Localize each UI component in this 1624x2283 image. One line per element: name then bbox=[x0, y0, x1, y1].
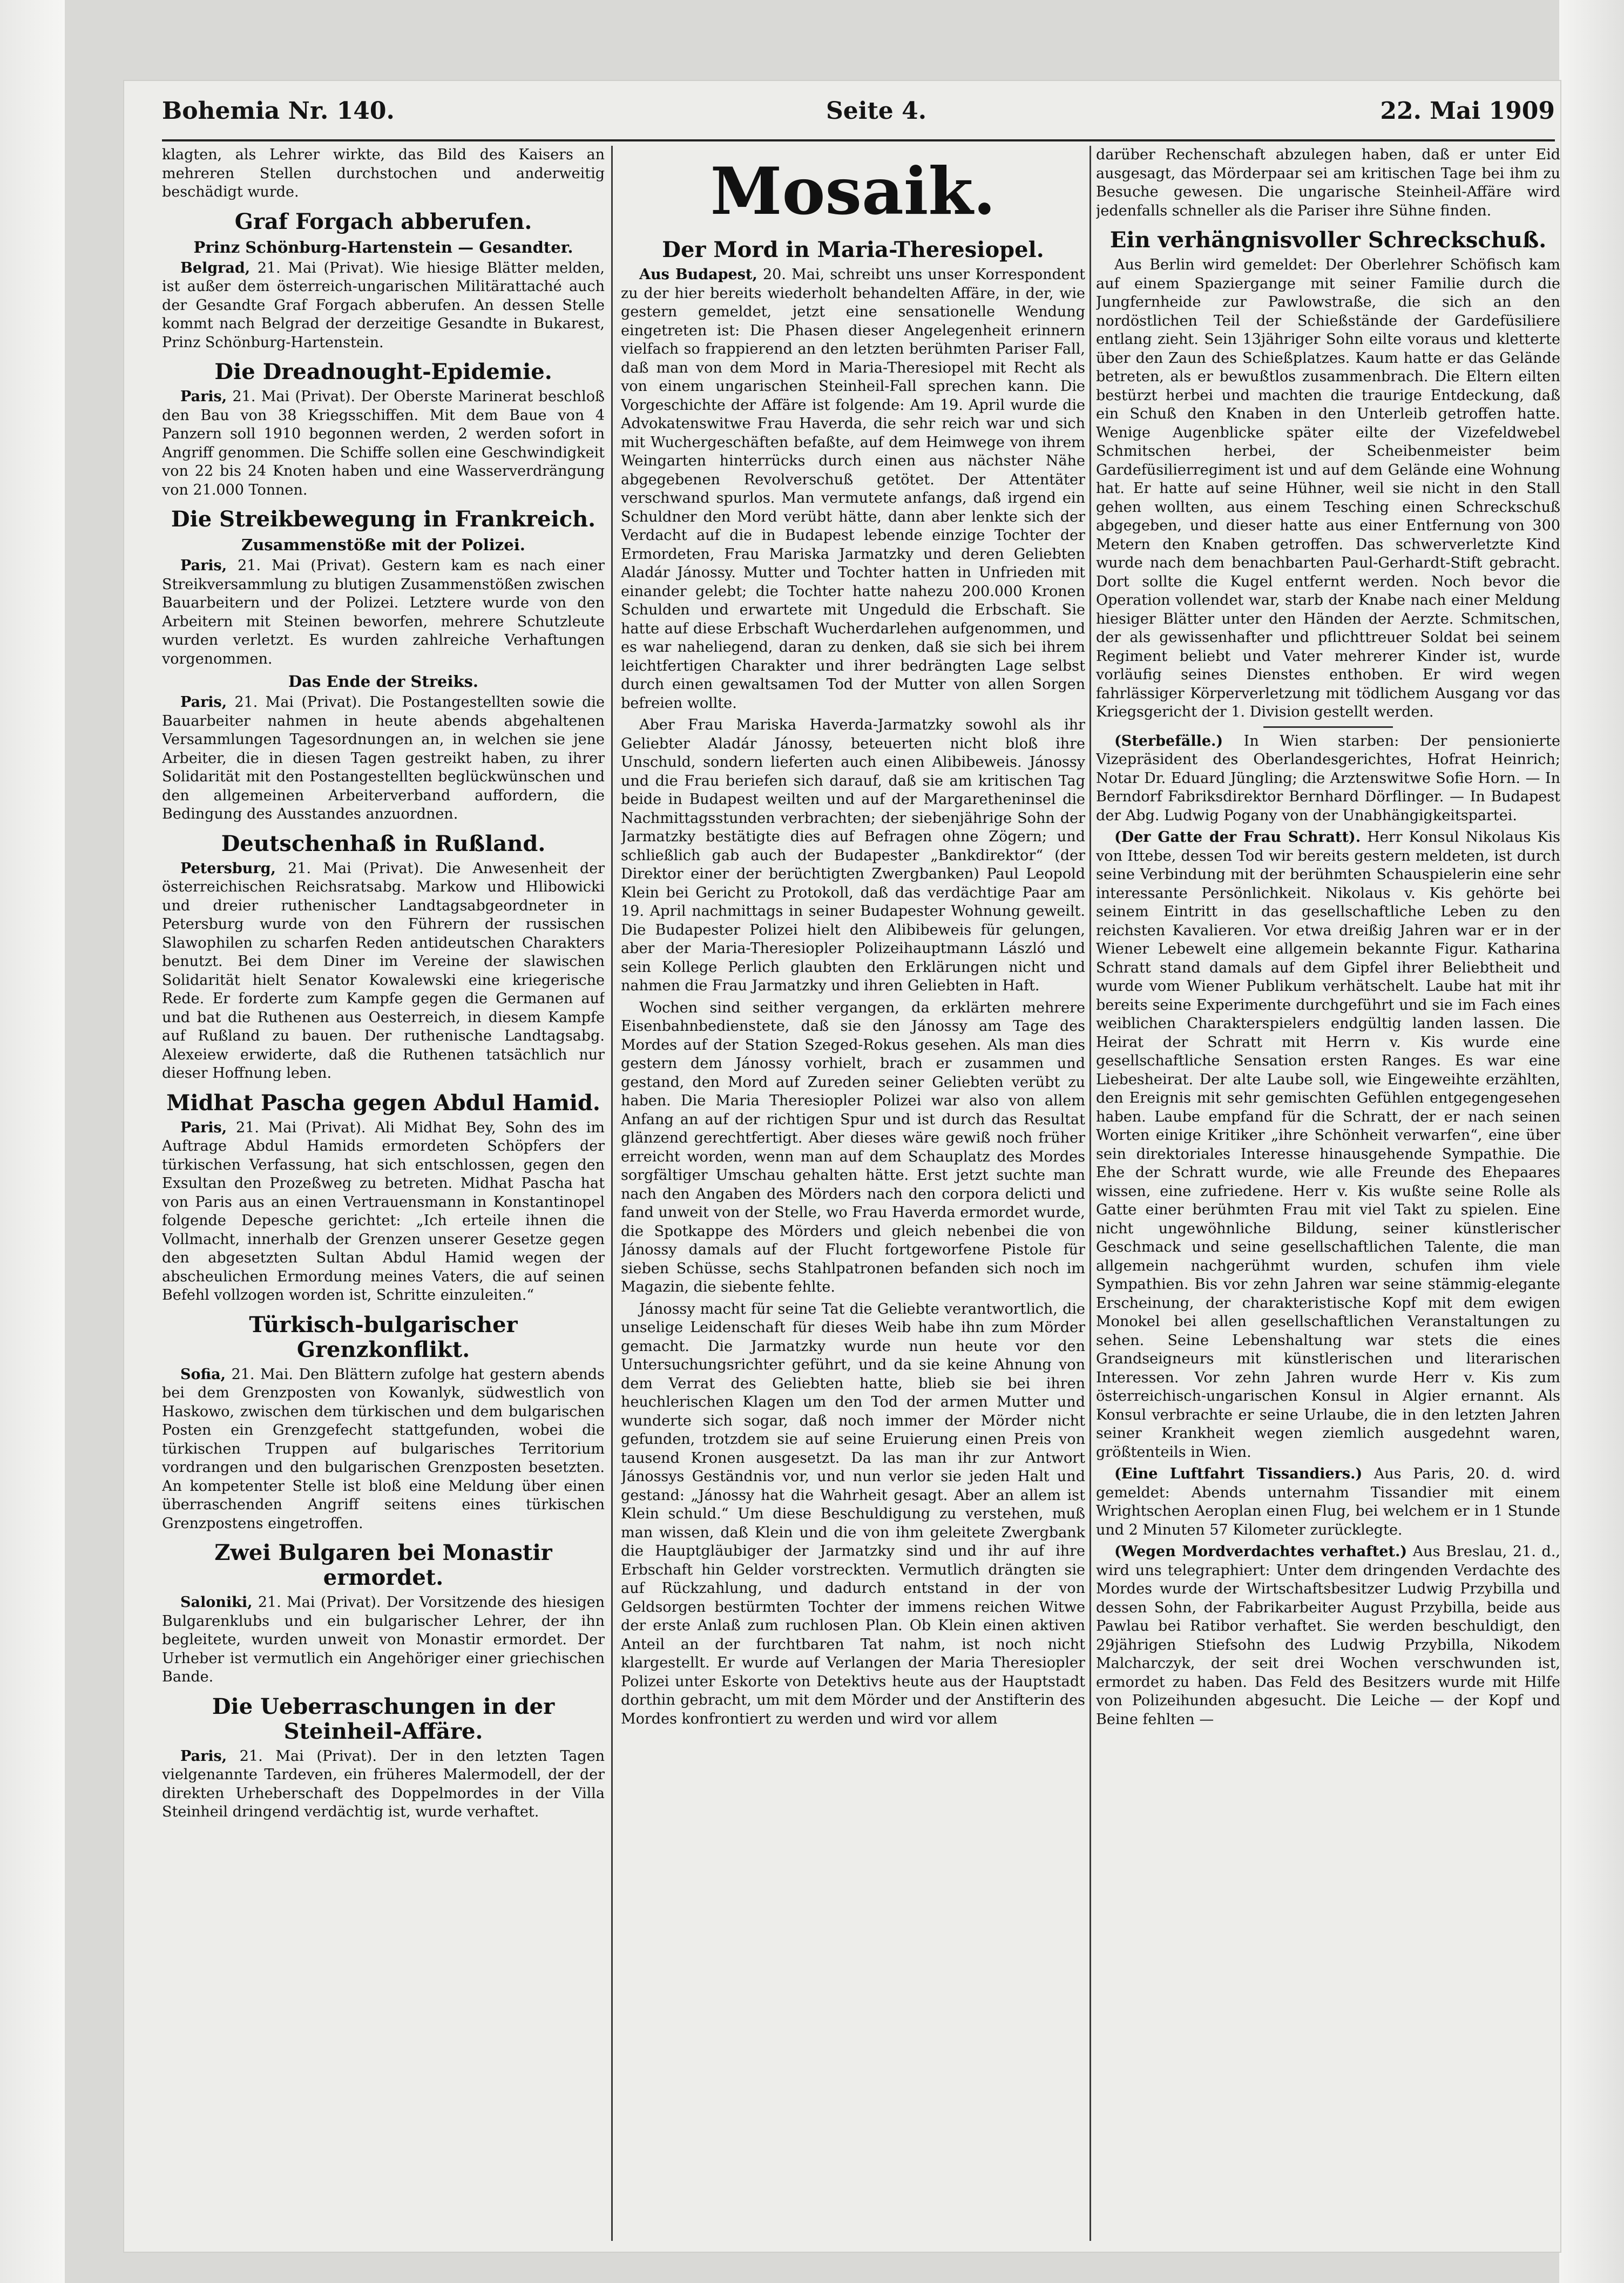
dateline: (Wegen Mordverdachtes verhaftet.) bbox=[1114, 1543, 1408, 1560]
article-paragraph bbox=[1096, 146, 1560, 220]
article-headline: Die Ueberraschungen in der Steinheil-Affäre. bbox=[212, 1693, 555, 1744]
article-headline: Türkisch-bulgarischer Grenzkonflikt. bbox=[249, 1312, 518, 1362]
column-left bbox=[162, 146, 605, 2241]
article-paragraph bbox=[162, 146, 605, 202]
scan-edge-left bbox=[0, 0, 65, 2283]
dateline: Aus Budapest, bbox=[639, 266, 757, 283]
article-paragraph bbox=[1096, 828, 1560, 1462]
paragraph-text: 21. Mai (Privat). Ali Midhat Bey, Sohn des im Auftrage Abdul Hamids ermordeten Schöpfers der türkischen Verfassung, hat sich entschlossen, gegen den Exsultan den Prozeßweg zu betreten. Midhat Pascha hat von Paris aus an einen Vertrauensmann in Konstantinopel folgende Depesche gerichtet: „Ich erteile ihnen die Vollmacht, innerhalb der Grenzen unserer Gesetze gegen den abgesetzten Sultan Abdul Hamid wegen der abscheulichen Ermordung meines Vaters, die auf seinen Befehl vollzogen worden ist, Schritte einzuleiten.“ bbox=[162, 1119, 605, 1303]
article-paragraph bbox=[162, 693, 605, 824]
paragraph-text: Jánossy macht für seine Tat die Geliebte verantwortlich, die unselige Leidenschaft für dieses Weib habe ihn zum Mörder gemacht. Die Jarmatzky wurde nun heute vor den Untersuchungsrichter geführt, und da sie keine Ahnung von dem Verrat des Geliebten hatte, blieb sie bei ihren heuchlerischen Klagen um den Tod der armen Mutter und wunderte sich sogar, daß noch immer der Mörder nicht gefunden, trotzdem sie auf seine Eruierung einen Preis von tausend Kronen ausgesetzt. Da las man ihr zur Antwort Jánossys Geständnis vor, und nun verlor sie jeden Halt und gestand: „Jánossy hat die Wahrheit gesagt. Aber an allem ist Klein schuld.“ Um diese Beschuldigung zu verstehen, muß man wissen, daß Klein und die von ihm geleitete Zwergbank die Hauptgläubiger der Jarmatzky sind und ihr auf ihre Erbschaft hin Gelder vorstreckten. Vermutlich drängten sie auf Rückzahlung, und dadurch entstand in der von Geldsorgen bestürmten Tochter der immens reichen Witwe der erste Anlaß zum ruchlosen Plan. Ob Klein einen aktiven Anteil an der furchtbaren Tat nahm, ist noch nicht klargestellt. Er wurde auf Verlangen der Maria Theresiopler Polizei unter Eskorte von Detektivs heute aus der Hauptstadt dorthin gebracht, um mit dem Mörder und der Anstifterin des Mordes konfrontiert zu werden und wird vor allem bbox=[621, 1300, 1085, 1727]
paragraph-text: 21. Mai (Privat). Der in den letzten Tagen vielgenannte Tardeven, ein früheres Malermodell, der der direkten Urheberschaft des Doppelmordes in der Villa Steinheil dringend verdächtig ist, wurde verhaftet. bbox=[162, 1747, 605, 1820]
paragraph-text: 20. Mai, schreibt uns unser Korrespondent zu der hier bereits wiederholt behandelten Affäre, in der, wie gestern gemeldet, jetzt eine sensationelle Wendung eingetreten ist: Die Phasen dieser Angelegenheit erinnern vielfach so frappierend an den letzten berühmten Pariser Fall, daß man von dem Mord in Maria-Theresiopel mit Recht als von einem ungarischen Steinheil-Fall sprechen kann. Die Vorgeschichte der Affäre ist folgende: Am 19. April wurde die Advokatenswitwe Frau Haverda, die sehr reich war und sich mit Wuchergeschäften befaßte, auf dem Heimwege von ihrem Weingarten hinterrücks durch einen aus nächster Nähe abgegebenen Revolverschuß getötet. Der Attentäter verschwand spurlos. Man vermutete anfangs, daß irgend ein Schuldner den Mord verübt hätte, dann aber lenkte sich der Verdacht auf die in Budapest lebende einzige Tochter der Ermordeten, Frau Mariska Jarmatzky und deren Geliebten Aladár Jánossy. Mutter und Tochter hatten in Unfrieden mit einander gelebt; die Tochter hatte nahezu 200.000 Kronen Schulden und erwartete mit Ungeduld die Erbschaft. Sie hatte auf diese Erbschaft Wucherdarlehen aufgenommen, und es war naheliegend, daran zu denken, daß sie sich bei ihrem leichtfertigen Charakter und ihrer bedrängten Lage selbst durch einen gewaltsamen Tod der Mutter von allen Sorgen befreien wollte. bbox=[621, 266, 1085, 712]
article-paragraph bbox=[162, 388, 605, 499]
dateline: Saloniki, bbox=[180, 1594, 253, 1611]
article-headline: Die Streikbewegung in Frankreich. bbox=[171, 506, 596, 532]
paragraph-text: 21. Mai. Den Blättern zufolge hat gestern abends bei dem Grenzposten von Kowanlyk, südwestlich von Haskowo, zwischen dem türkischen und dem bulgarischen Posten ein Grenzgefecht stattgefunden, wobei die türkischen Truppen auf bulgarisches Territorium vordrangen und den bulgarischen Grenzposten besetzten. An kompetenter Stelle ist bloß eine Meldung über einen überraschenden Angriff seitens eines türkischen Grenzpostens eingetroffen. bbox=[162, 1366, 605, 1532]
dateline: (Eine Luftfahrt Tissandiers.) bbox=[1114, 1465, 1363, 1482]
dateline: (Sterbefälle.) bbox=[1114, 732, 1223, 749]
page-number: Seite 4. bbox=[826, 97, 927, 125]
article-subheadline: Das Ende der Streiks. bbox=[288, 672, 479, 691]
article-paragraph bbox=[162, 860, 605, 1083]
article-paragraph bbox=[621, 266, 1085, 713]
paragraph-text: Wochen sind seither vergangen, da erklärten mehrere Eisenbahnbedienstete, daß sie den Jánossy am Tage des Mordes auf der Station Szeged-Rokus gesehen. Als man dies gestern dem Jánossy vorhielt, brach er zusammen und gestand, den Mord auf Zureden seiner Geliebten verübt zu haben. Die Maria Theresiopler Polizei war also von allem Anfang an auf der richtigen Spur und ist durch das Resultat glänzend gerechtfertigt. Aber dieses wäre gewiß noch früher erreicht worden, wenn man auf dem Schauplatz des Mordes sorgfältiger Umschau gehalten hätte. Erst jetzt suchte man nach den Angaben des Mörders nach den corpora delicti und fand unweit von der Stelle, wo Frau Haverda ermordet wurde, die Spotkappe des Mörders und gleich nebenbei die von Jánossy damals auf der Flucht fortgeworfene Pistole für sieben Schüsse, sechs Stahlpatronen befanden sich noch im Magazin, die siebente fehlte. bbox=[621, 999, 1085, 1295]
article-headline: Midhat Pascha gegen Abdul Hamid. bbox=[166, 1090, 600, 1116]
article-paragraph bbox=[162, 1593, 605, 1687]
article-paragraph bbox=[162, 557, 605, 668]
column-right bbox=[1096, 146, 1560, 2241]
publication-issue: Bohemia Nr. 140. bbox=[162, 97, 395, 125]
article-paragraph bbox=[162, 1747, 605, 1822]
article-paragraph bbox=[621, 716, 1085, 996]
column-middle bbox=[621, 146, 1085, 2241]
article-paragraph bbox=[162, 259, 605, 353]
paragraph-text: Aus Breslau, 21. d., wird uns telegraphiert: Unter dem dringenden Verdachte des Mordes wurde der Wirtschaftsbesitzer Ludwig Przybilla und dessen Sohn, der Fabrikarbeiter August Przybilla, beide aus Pawlau bei Ratibor verhaftet. Sie werden beschuldigt, den 29jährigen Stiefsohn des Ludwig Przybilla, Nikodem Malcharczyk, der seit drei Wochen verschwunden ist, ermordet zu haben. Das Feld des Besitzers wurde mit Hilfe von Polizeihunden abgesucht. Die Leiche — der Kopf und Beine fehlten — bbox=[1096, 1543, 1560, 1728]
article-headline: Graf Forgach abberufen. bbox=[234, 208, 532, 234]
dateline: Paris, bbox=[180, 557, 227, 574]
column-divider bbox=[1090, 146, 1091, 2241]
article-paragraph bbox=[621, 1300, 1085, 1729]
article-headline: Die Dreadnought-Epidemie. bbox=[214, 359, 552, 384]
paragraph-text: 21. Mai (Privat). Der Oberste Marinerat beschloß den Bau von 38 Kriegsschiffen. Mit dem Baue von 4 Panzern soll 1910 begonnen werden, 2 werden sofort in Angriff genommen. Die Schiffe sollen eine Geschwindigkeit von 22 bis 24 Knoten haben und eine Wasserverdrängung von 21.000 Tonnen. bbox=[162, 388, 605, 498]
article-subheadline: Zusammenstöße mit der Polizei. bbox=[241, 536, 525, 554]
dateline: Sofia, bbox=[180, 1366, 226, 1383]
article-paragraph bbox=[1096, 732, 1560, 826]
article-paragraph bbox=[1096, 1543, 1560, 1729]
page-header bbox=[162, 97, 1555, 135]
article-subheadline: Prinz Schönburg-Hartenstein — Gesandter. bbox=[193, 238, 573, 256]
issue-date: 22. Mai 1909 bbox=[1380, 97, 1555, 125]
header-rule bbox=[162, 139, 1555, 141]
article-paragraph bbox=[162, 1366, 605, 1534]
article-headline: Deutschenhaß in Rußland. bbox=[221, 830, 546, 856]
dateline: (Der Gatte der Frau Schratt). bbox=[1114, 829, 1361, 846]
section-separator bbox=[1263, 726, 1393, 728]
paragraph-text: 21. Mai (Privat). Gestern kam es nach einer Streikversammlung zu blutigen Zusammenstößen zwischen Bauarbeitern und der Polizei. Letztere wurde von den Arbeitern mit Steinen beworfen, mehrere Schutzleute wurden verletzt. Es wurden zahlreiche Verhaftungen vorgenommen. bbox=[162, 557, 605, 667]
dateline: Paris, bbox=[180, 694, 227, 711]
article-headline: Ein verhängnisvoller Schreckschuß. bbox=[1109, 227, 1547, 253]
paragraph-text: Herr Konsul Nikolaus Kis von Ittebe, dessen Tod wir bereits gestern meldeten, ist durch seine Verbindung mit der berühmten Schauspielerin eine sehr interessante Persönlichkeit. Nikolaus v. Kis gehörte bei seinem Eintritt in das gesellschaftliche Leben zu den reichsten Kavalieren. Vor etwa dreißig Jahren war er in der Wiener Lebewelt eine allgemein bekannte Figur. Katharina Schratt stand damals auf dem Gipfel ihrer Beliebtheit und wurde vom Wiener Publikum verhätschelt. Laube hat mit ihr bereits seine Experimente durchgeführt und sie im Fach eines weiblichen Charakterspielers endgültig landen lassen. Die Heirat der Schratt mit Herrn v. Kis wurde eine gesellschaftliche Sensation ersten Ranges. Es war eine Liebesheirat. Der alte Laube soll, wie Eingeweihte erzählten, den Ereignis mit sehr gemischten Gefühlen entgegengesehen haben. Laube empfand für die Schratt, der er nach seinen Worten einige Kritiker „ihre Schönheit verwarfen“, eine über sein direktoriales Interesse hinausgehende Sympathie. Die Ehe der Schratt wurde, wie alle Freunde des Ehepaares wissen, eine zufriedene. Herr v. Kis wußte seine Rolle als Gatte einer berühmten Frau mit viel Takt zu spielen. Eine nicht ungewöhnliche Bildung, seiner künstlerischer Geschmack und seine gesellschaftlichen Talente, die man allgemein nachgerühmt wurden, schufen ihm viele Sympathien. Bis vor zehn Jahren war seine stämmig-elegante Erscheinung, der charakteristische Kopf mit dem ewigen Monokel bei allen gesellschaftlichen Veranstaltungen zu sehen. Seine Lebenshaltung war stets die eines Grandseigneurs mit künstlerischen und literarischen Interessen. Vor zehn Jahren wurde Herr v. Kis zum österreichisch-ungarischen Konsul in Algier ernannt. Als Konsul verbrachte er seine Urlaube, die in den letzten Jahren seiner Krankheit wegen ziemlich ausgedehnt waren, größtenteils in Wien. bbox=[1096, 829, 1560, 1461]
article-paragraph bbox=[162, 1119, 605, 1305]
paragraph-text: In Wien starben: Der pensionierte Vizepräsident des Oberlandesgerichtes, Hofrat Heinrich; Notar Dr. Eduard Jüngling; die Arztenswitwe Sofie Horn. — In Berndorf Fabriksdirektor Bernhard Dörflinger. — In Budapest der Abg. Ludwig Pogany von der Unabhängigkeitspartei. bbox=[1096, 732, 1560, 824]
dateline: Paris, bbox=[180, 388, 227, 405]
paragraph-text: Aber Frau Mariska Haverda-Jarmatzky sowohl als ihr Geliebter Aladár Jánossy, beteuerten nicht bloß ihre Unschuld, sondern lieferten auch einen Alibibeweis. Jánossy und die Frau beriefen sich darauf, daß sie am kritischen Tag beide in Budapest weilten und auf der Margaretheninsel die Nachmittagsstunden verbrachten; der siebenjährige Sohn der Jarmatzky bestätigte dies auf Befragen ohne Zögern; und schließlich gab auch der Budapester „Bankdirektor“ (der Direktor einer der berüchtigten Zwergbanken) Paul Leopold Klein bei Gericht zu Protokoll, daß das verdächtige Paar am 19. April nachmittags in seiner Budapester Wohnung geweilt. Die Budapester Polizei hielt den Alibibeweis für gelungen, aber der Maria-Theresiopler Polizeihauptmann László und sein Kollege Perlich glaubten den Erklärungen nicht und nahmen die Frau Jarmatzky und ihren Geliebten in Haft. bbox=[621, 717, 1085, 994]
article-paragraph bbox=[621, 999, 1085, 1297]
dateline: Petersburg, bbox=[180, 860, 276, 877]
dateline: Paris, bbox=[180, 1119, 227, 1136]
dateline: Belgrad, bbox=[180, 259, 251, 276]
paragraph-text: 21. Mai (Privat). Der Vorsitzende des hiesigen Bulgarenklubs und ein bulgarischer Lehrer, der ihn begleitete, wurden unweit von Monastir ermordet. Der Urheber ist vermutlich ein Angehöriger einer griechischen Bande. bbox=[162, 1594, 605, 1685]
paragraph-text: darüber Rechenschaft abzulegen haben, daß er unter Eid ausgesagt, das Mörderpaar sei am kritischen Tage bei ihm zu Besuche gewesen. Die ungarische Steinheil-Affäre wird jedenfalls schneller als die Pariser ihre Sühne finden. bbox=[1096, 146, 1560, 219]
scan-edge-right bbox=[1559, 0, 1624, 2283]
article-paragraph bbox=[1096, 256, 1560, 722]
article-paragraph bbox=[1096, 1465, 1560, 1539]
dateline: Paris, bbox=[180, 1747, 227, 1765]
article-headline: Zwei Bulgaren bei Monastir ermordet. bbox=[214, 1540, 552, 1590]
paragraph-text: Aus Paris, 20. d. wird gemeldet: Abends unternahm Tissandier mit einem Wrightschen Aeroplan einen Flug, bei welchem er in 1 Stunde und 2 Minuten 57 Kilometer zurücklegte. bbox=[1096, 1465, 1560, 1538]
column-divider bbox=[611, 146, 613, 2241]
article-headline: Der Mord in Maria-Theresiopel. bbox=[662, 237, 1044, 262]
paragraph-text: Aus Berlin wird gemeldet: Der Oberlehrer Schöfisch kam auf einem Spaziergange mit seiner Familie durch die Jungfernheide zur Pawlowstraße, die sich an den nordöstlichen Teil der Schießstände der Gardefüsiliere entlang zieht. Sein 13jähriger Sohn eilte voraus und kletterte über den Zaun des Schießplatzes. Kaum hatte er das Gelände betreten, als er bewußtlos zusammenbrach. Die Eltern eilten bestürzt herbei und machten die traurige Entdeckung, daß ein Schuß den Knaben in den Unterleib getroffen hatte. Wenige Augenblicke später eilte der Vizefeldwebel Schmitschen herbei, der Scheibenmeister beim Gardefüsilierregiment ist und auf dem Gelände eine Wohnung hat. Er hatte auf seine Hühner, weil sie nicht in den Stall gehen wollten, aus einem Tesching einen Schreckschuß abgegeben, und dieser hatte aus einer Entfernung von 300 Metern den Knaben getroffen. Das schwerverletzte Kind wurde nach dem benachbarten Paul-Gerhardt-Stift gebracht. Dort sollte die Kugel entfernt werden. Noch bevor die Operation vollendet war, starb der Knabe nach einer Meldung hiesiger Blätter unter den Händen der Aerzte. Schmitschen, der als gewissenhafter und pflichttreuer Soldat bei seinem Regiment beliebt und Vater mehrerer Kinder ist, wurde vorläufig seines Dienstes enthoben. Er wird wegen fahrlässiger Körperverletzung mit tödlichem Ausgang vor das Kriegsgericht der 1. Division gestellt werden. bbox=[1096, 256, 1560, 720]
paragraph-text: 21. Mai (Privat). Wie hiesige Blätter melden, ist außer dem österreich-ungarischen Militärattaché auch der Gesandte Graf Forgach abberufen. An dessen Stelle kommt nach Belgrad der derzeitige Gesandte in Bukarest, Prinz Schönburg-Hartenstein. bbox=[162, 259, 605, 351]
section-title: Mosaik. bbox=[710, 153, 996, 229]
paragraph-text: 21. Mai (Privat). Die Anwesenheit der österreichischen Reichsratsabg. Markow und Hlibowicki und dreier ruthenischer Landtagsabgeordneter in Petersburg wurde von den Führern der russischen Slawophilen zu scharfen Reden antideutschen Charakters benutzt. Bei dem Diner im Vereine der slawischen Solidarität hielt Senator Kowalewski eine kriegerische Rede. Er forderte zum Kampfe gegen die Germanen auf und bat die Ruthenen aus Oesterreich, in diesem Kampfe auf Rußland zu bauen. Der ruthenische Landtagsabg. Alexeiew erwiderte, daß die Ruthenen tatsächlich nur dieser Hoffnung leben. bbox=[162, 860, 605, 1082]
paragraph-text: klagten, als Lehrer wirkte, das Bild des Kaisers an mehreren Stellen durchstochen und anderweitig beschädigt wurde. bbox=[162, 146, 605, 200]
paragraph-text: 21. Mai (Privat). Die Postangestellten sowie die Bauarbeiter nahmen in heute abends abgehaltenen Versammlungen Tagesordnungen an, in welchen sie jene Arbeiter, die in diesen Tagen gestreikt haben, zu ihrer Solidarität mit den Postangestellten beglückwünschen und den allgemeinen Arbeiterverband auffordern, die Bedingung des Ausstandes anzuordnen. bbox=[162, 694, 605, 822]
